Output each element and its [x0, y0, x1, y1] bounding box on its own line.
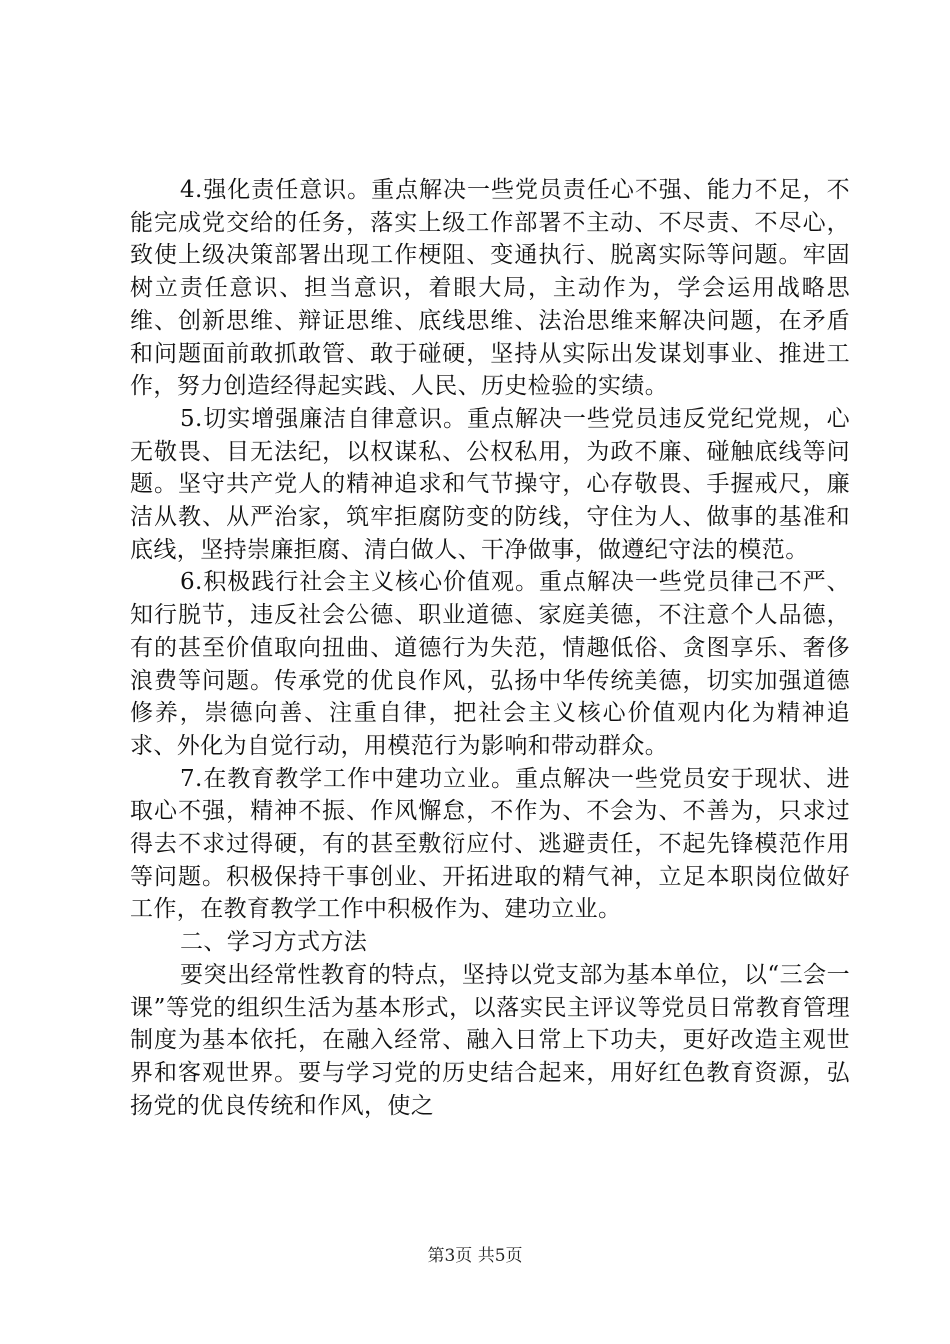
paragraph-education-work: 7.在教育教学工作中建功立业。重点解决一些党员安于现状、进取心不强，精神不振、作风懈怠，不作为、不会为、不善为，只求过得去不求过得硬，有的甚至敷衍应付、逃避责任，不起先锋模范作用等问题。积极保持干事创业、开拓进取的精气神，立足本职岗位做好工作，在教育教学工作中积极作为、建功立业。 [130, 765, 850, 923]
paragraph-integrity: 5.切实增强廉洁自律意识。重点解决一些党员违反党纪党规，心无敬畏、目无法纪，以权谋私、公权私用，为政不廉、碰触底线等问题。坚守共产党人的精神追求和气节操守，心存敬畏、手握戒尺，廉洁从教、从严治家，筑牢拒腐防变的防线，守住为人、做事的基准和底线，坚持崇廉拒腐、清白做人、干净做事，做遵纪守法的模范。 [130, 405, 850, 563]
page-number-footer: 第3页 共5页 [427, 1246, 523, 1266]
section-heading-study-methods: 二、学习方式方法 [180, 929, 368, 956]
document-body [130, 174, 850, 1122]
paragraph-study-methods: 要突出经常性教育的特点，坚持以党支部为基本单位，以“三会一课”等党的组织生活为基本形式，以落实民主评议等党员日常教育管理制度为基本依托，在融入经常、融入日常上下功夫，更好改造主观世界和客观世界。要与学习党的历史结合起来，用好红色教育资源，弘扬党的优良传统和作风，使之 [130, 961, 850, 1119]
paragraph-responsibility: 4.强化责任意识。重点解决一些党员责任心不强、能力不足，不能完成党交给的任务，落实上级工作部署不主动、不尽责、不尽心，致使上级决策部署出现工作梗阻、变通执行、脱离实际等问题。牢固树立责任意识、担当意识，着眼大局，主动作为，学会运用战略思维、创新思维、辩证思维、底线思维、法治思维来解决问题，在矛盾和问题面前敢抓敢管、敢于碰硬，坚持从实际出发谋划事业、推进工作，努力创造经得起实践、人民、历史检验的实绩。 [130, 177, 850, 400]
paragraph-core-values: 6.积极践行社会主义核心价值观。重点解决一些党员律己不严、知行脱节，违反社会公德、职业道德、家庭美德，不注意个人品德，有的甚至价值取向扭曲、道德行为失范，情趣低俗、贪图享乐、奢侈浪费等问题。传承党的优良作风，弘扬中华传统美德，切实加强道德修养，崇德向善、注重自律，把社会主义核心价值观内化为精神追求、外化为自觉行动，用模范行为影响和带动群众。 [130, 569, 850, 759]
